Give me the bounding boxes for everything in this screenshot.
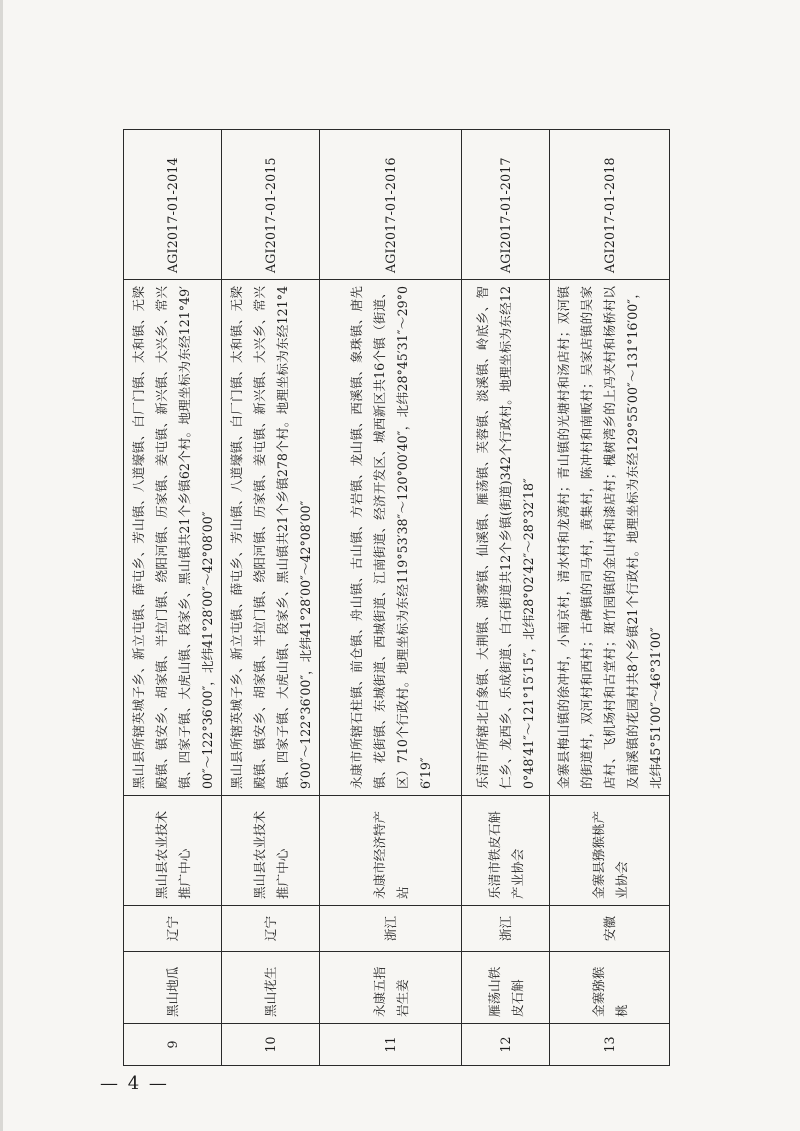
product-name: 黑山花生: [222, 952, 320, 1024]
table-row: [124, 130, 222, 1066]
applicant-org: 黑山县农业技术推广中心: [124, 796, 222, 906]
province: 辽宁: [222, 906, 320, 952]
protection-range: 永康市所辖石柱镇、前仓镇、舟山镇、古山镇、方岩镇、龙山镇、西溪镇、象珠镇、唐先镇、花街镇、东城街道、西城街道、江南街道、经济开发区、城西新区共16个镇（街道、区）710个行政村。地理坐标为东经119°53′38″～120°00′40″，北纬28°45′31″～29°06′19″: [320, 280, 462, 796]
table-row: [222, 130, 320, 1066]
page-number: — 4 —: [100, 1073, 169, 1094]
row-number: 12: [462, 1024, 550, 1066]
product-name: 黑山地瓜: [124, 952, 222, 1024]
registration-code: AGI2017-01-2014: [124, 130, 222, 280]
rotated-table-wrapper: [123, 130, 663, 1066]
row-number: 11: [320, 1024, 462, 1066]
protection-range: 黑山县所辖英城子乡、新立屯镇、薛屯乡、芳山镇、八道壕镇、白厂门镇、太和镇、无梁殿镇、镇安乡、胡家镇、半拉门镇、绕阳河镇、历家镇、姜屯镇、新兴镇、大兴乡、常兴镇、四家子镇、大虎山镇、段家乡、黑山镇共21个乡镇62个村。地理坐标为东经121°49′00″～122°36′00″，北纬41°28′00″～42°08′00″: [124, 280, 222, 796]
province: 浙江: [320, 906, 462, 952]
scan-edge: [0, 0, 3, 1131]
registration-table: [123, 129, 670, 1066]
protection-range: 金寨县梅山镇的徐冲村，小南京村，清水村和龙湾村；青山镇的光塘村和汤店村；双河镇的街道村，双河村和西村；古碑镇的司马村，黄集村，陈冲村和南畈村；吴家店镇的吴家店村、飞机场村和古堂村；斑竹园镇的金山村和漆店村；槐树湾乡的上冯夹村和杨桥村以及南溪镇的花园村共8个乡镇21个行政村。地理坐标为东经129°55′00″～131°16′00″，北纬45°51′00″～46°31′00″: [550, 280, 670, 796]
province: 安徽: [550, 906, 670, 952]
registration-code: AGI2017-01-2015: [222, 130, 320, 280]
product-name: 永康五指岩生姜: [320, 952, 462, 1024]
product-name: 金寨猕猴桃: [550, 952, 670, 1024]
registration-code: AGI2017-01-2016: [320, 130, 462, 280]
table-row: [320, 130, 462, 1066]
row-number: 10: [222, 1024, 320, 1066]
registration-code: AGI2017-01-2017: [462, 130, 550, 280]
province: 浙江: [462, 906, 550, 952]
protection-range: 黑山县所辖英城子乡、新立屯镇、薛屯乡、芳山镇、八道壕镇、白厂门镇、太和镇、无梁殿镇、镇安乡、胡家镇、半拉门镇、绕阳河镇、历家镇、姜屯镇、新兴镇、大兴乡、常兴镇、四家子镇、大虎山镇、段家乡、黑山镇共21个乡镇278个村。地理坐标为东经121°49′00″～122°36′00″，北纬41°28′00″～42°08′00″: [222, 280, 320, 796]
applicant-org: 黑山县农业技术推广中心: [222, 796, 320, 906]
product-name: 雁荡山铁皮石斛: [462, 952, 550, 1024]
applicant-org: 金寨县猕猴桃产业协会: [550, 796, 670, 906]
registration-code: AGI2017-01-2018: [550, 130, 670, 280]
row-number: 13: [550, 1024, 670, 1066]
province: 辽宁: [124, 906, 222, 952]
applicant-org: 乐清市铁皮石斛产业协会: [462, 796, 550, 906]
row-number: 9: [124, 1024, 222, 1066]
table-row: [462, 130, 550, 1066]
applicant-org: 永康市经济特产站: [320, 796, 462, 906]
protection-range: 乐清市所辖北白象镇、大荆镇、湖雾镇、仙溪镇、雁荡镇、芙蓉镇、淡溪镇、岭底乡、智仁乡、龙西乡、乐成街道、白石街道共12个乡镇(街道)342个行政村。地理坐标为东经120°48′41″～121°15′15″，北纬28°02′42″～28°32′18″: [462, 280, 550, 796]
table-row: [550, 130, 670, 1066]
